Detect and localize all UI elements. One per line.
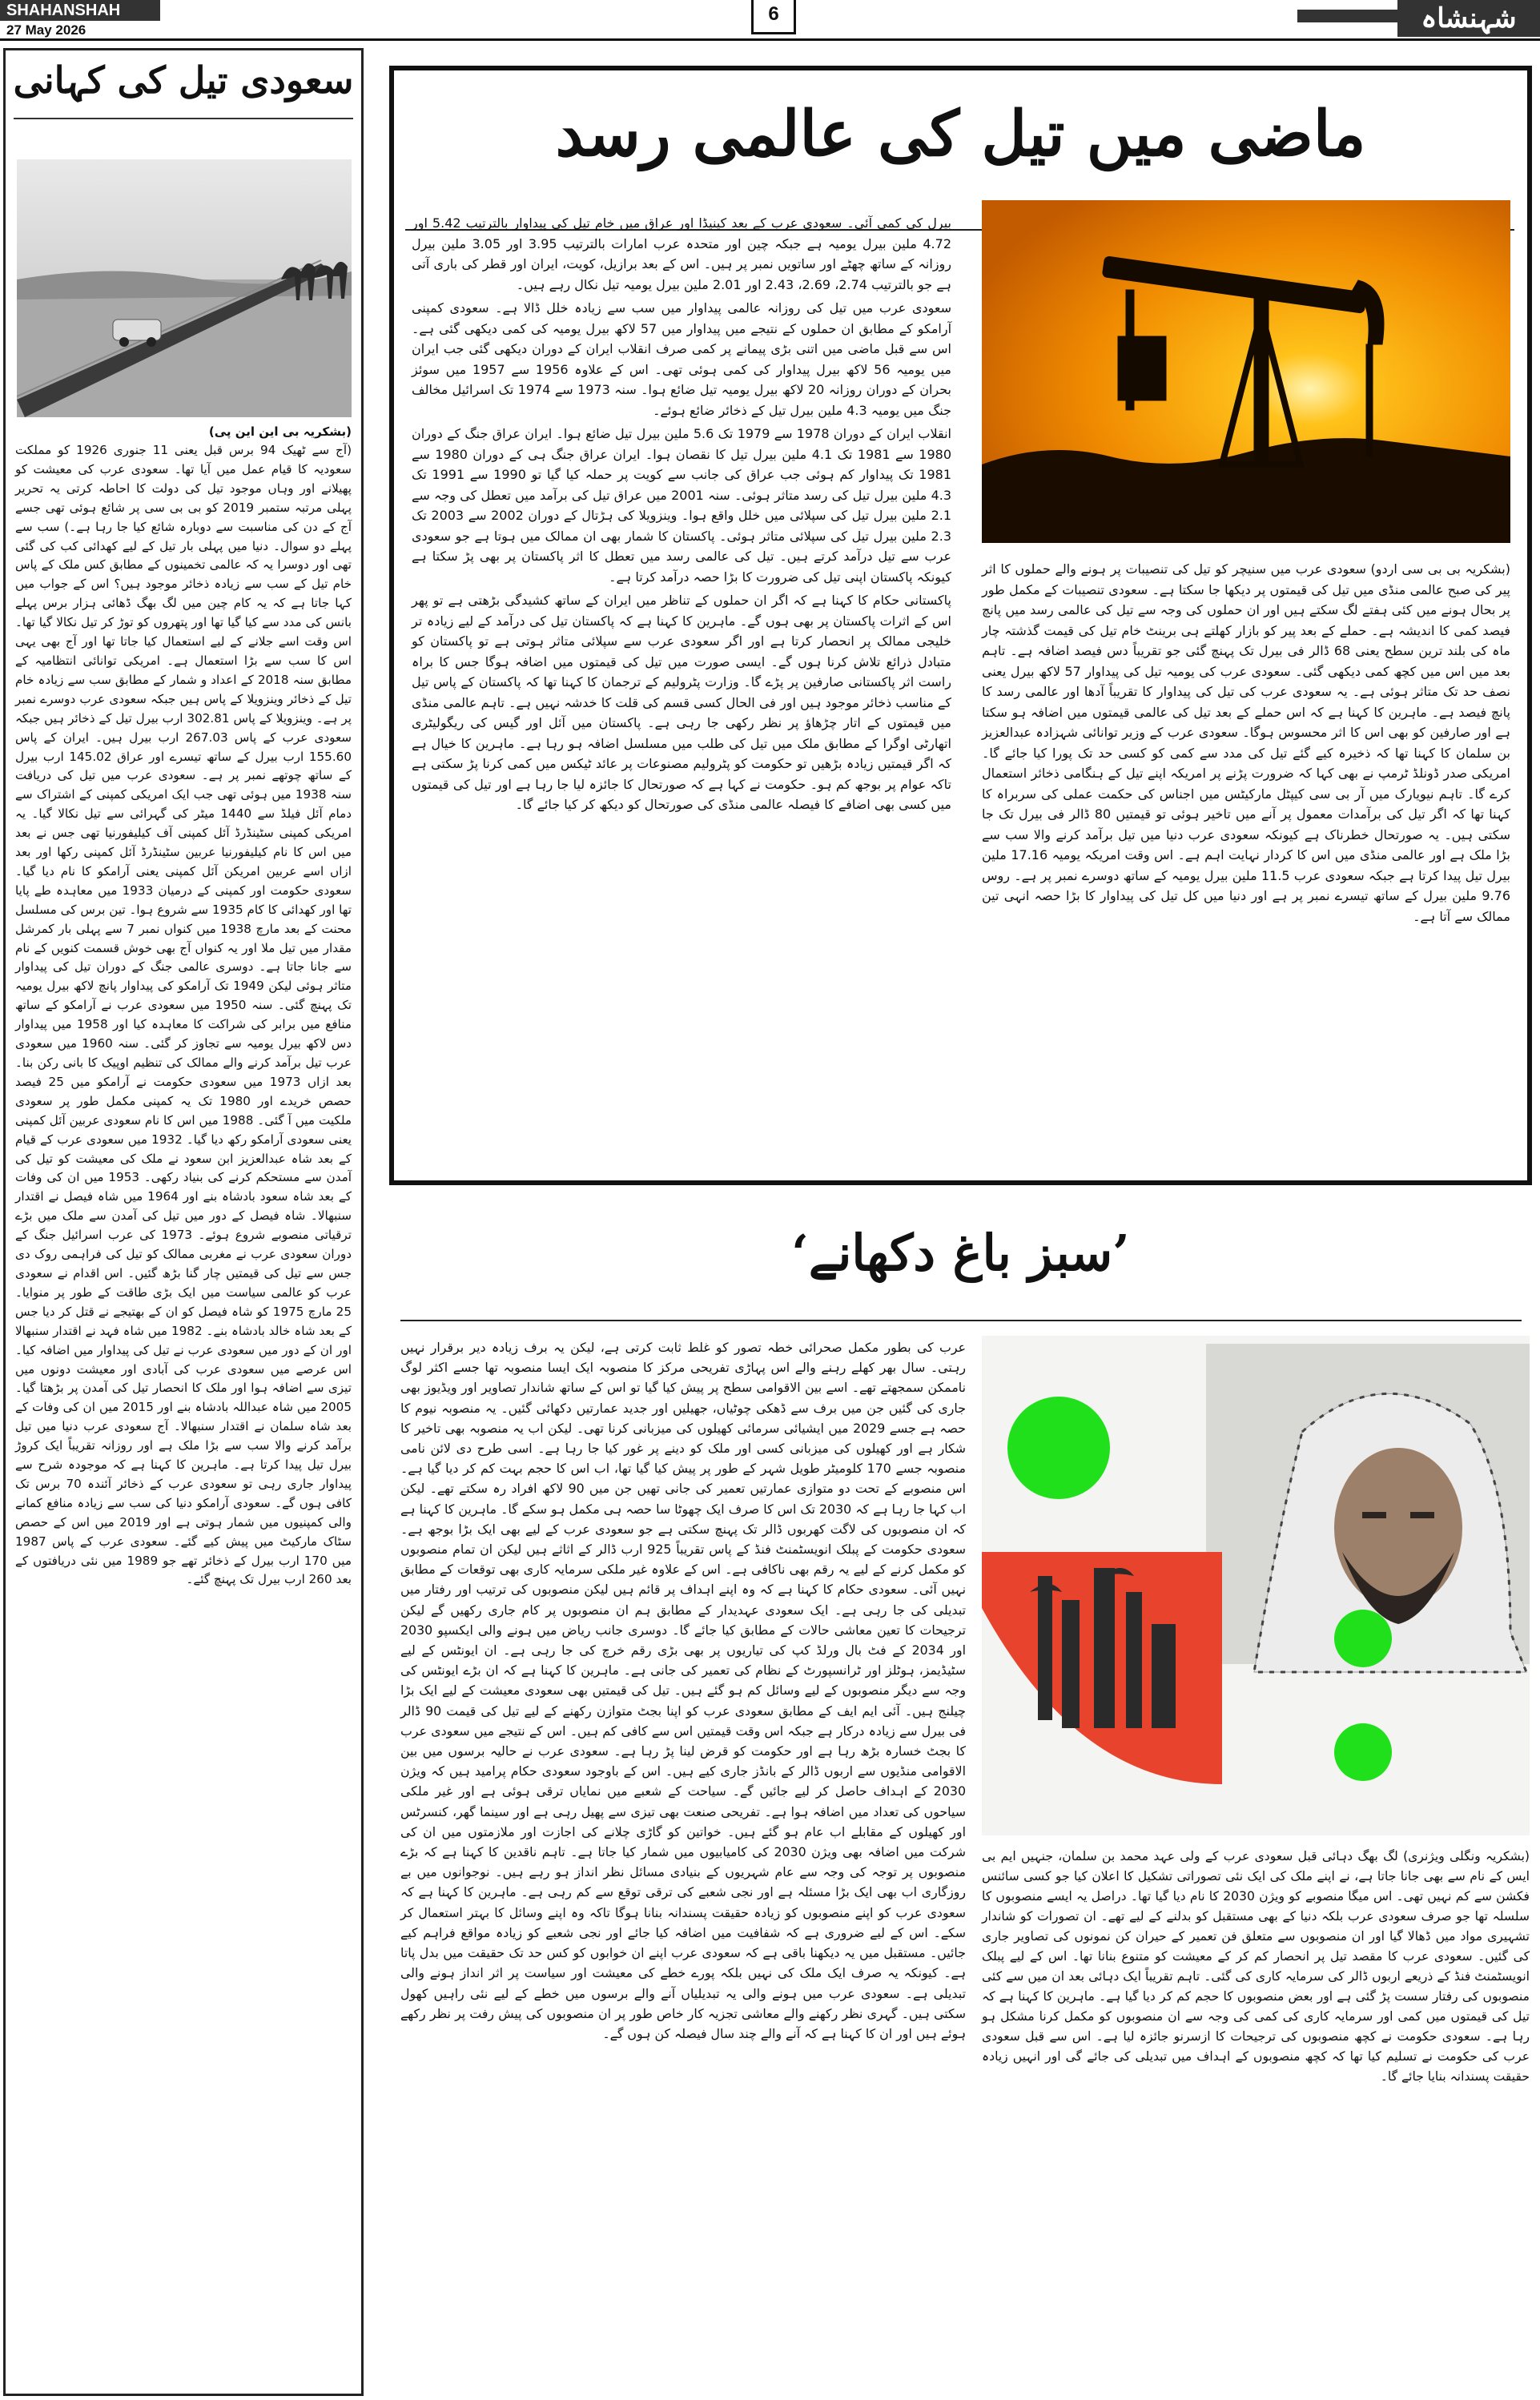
article1-paragraph: بیرل کی کمی آئی۔ سعودی عرب کے بعد کینیڈا اور عراق میں خام تیل کی پیداوار بالترتیب 5.42 اور 4.72 ملین بیرل یومیہ ہے جبکہ چین اور متحدہ عرب امارات بالترتیب 3.95 اور 3.05 ملین بیرل روزانہ کے ساتھ چھٹے اور ساتویں نمبر پر ہیں۔ اس کے بعد برازیل، کویت، ایران اور قطر کی باری آتی ہے جو بالترتیب 2.74، 2.69، 2.43 اور 2.01 ملین بیرل یومیہ تیل نکال رہے ہیں۔	[412, 215, 951, 292]
sidebar-title-rule	[14, 118, 353, 119]
page-number: 6	[751, 0, 796, 34]
article2-title-rule	[400, 1320, 1522, 1321]
masthead-logo: شہنشاہ	[1397, 0, 1540, 37]
newspaper-name-label: SHAHANSHAH	[0, 0, 160, 21]
article1-body	[412, 213, 951, 815]
crown-prince-city-collage-photo	[982, 1336, 1530, 1835]
article1-paragraph: پاکستانی حکام کا کہنا ہے کہ اگر ان حملوں کے تناظر میں ایران کے ساتھ کشیدگی بڑھتی ہے تو پھر اس کے اثرات پاکستان پر بھی ہوں گے۔ ماہرین کا کہنا ہے کہ پاکستان تیل کی درآمد کے لیے زیادہ تر خلیجی ممالک پر انحصار کرتا ہے اور اگر سعودی عرب سے سپلائی متاثر ہوتی ہے تو پاکستان کو متبادل ذرائع تلاش کرنا ہوں گے۔ ایسی صورت میں تیل کی قیمتوں میں اضافہ ہوگا جس کا براہ راست اثر پاکستانی صارفین پر پڑے گا۔ وزارت پٹرولیم کے ترجمان کا کہنا تھا کہ پاکستان کے پاس تیل کے مناسب ذخائر موجود ہیں اور فی الحال کسی قسم کی قلت کا خدشہ نہیں ہے۔ تاہم عالمی منڈی میں قیمتوں کے اتار چڑھاؤ پر نظر رکھی جا رہی ہے۔ پاکستان میں آئل اور گیس کی ریگولیٹری اتھارٹی اوگرا کے مطابق ملک میں تیل کی طلب میں مسلسل اضافہ ہو رہا ہے۔ ماہرین کا خیال ہے کہ اگر قیمتیں زیادہ بڑھیں تو حکومت کو پٹرولیم مصنوعات پر عائد ٹیکس میں کمی کرنا پڑ سکتی ہے تاکہ عوام پر بوجھ کم ہو۔ حکومت نے کہا ہے کہ صورتحال کا جائزہ لیا جا رہا ہے اور تیل کی قیمتوں میں کسی بھی اضافے کا فیصلہ عالمی منڈی کی صورتحال کو دیکھ کر کیا جائے گا۔	[412, 593, 951, 812]
article2-caption: (بشکریہ ونگلی ویژنری) لگ بھگ دہائی قبل سعودی عرب کے ولی عہد محمد بن سلمان، جنہیں ایم بی ایس کے نام سے بھی جانا جاتا ہے، نے اپنے ملک کی ایک نئی تصوراتی تشکیل کا اعلان کیا جو کسی سائنس فکشن سے کم نہیں تھی۔ اس میگا منصوبے کو ویژن 2030 کا نام دیا گیا تھا۔ دراصل یہ ایسے منصوبوں کا سلسلہ تھا جو صرف سعودی عرب بلکہ دنیا کے بھی مستقبل کو بدلنے کے لیے تھے۔ ان تصورات کو شاندار تشہیری مواد میں ڈھالا گیا اور ان منصوبوں سے متعلق فن تعمیر کے حیران کن نمونوں کی تصاویر جاری کی گئیں۔ سعودی عرب کا مقصد تیل پر انحصار کم کر کے معیشت کو متنوع بنانا تھا۔ اس کے لیے پبلک انویسٹمنٹ فنڈ کے ذریعے اربوں ڈالر کی سرمایہ کاری کی گئی۔ تاہم تقریباً ایک دہائی بعد ان میں سے کئی منصوبوں کی رفتار سست پڑ گئی ہے اور بعض منصوبوں کا حجم کم کر دیا گیا ہے۔ ماہرین کا کہنا ہے کہ تیل کی قیمتوں میں کمی اور سرمایہ کاری کی کمی کی وجہ سے ان منصوبوں کو مکمل کرنا مشکل ہو رہا ہے۔ سعودی حکومت نے کچھ منصوبوں کی ترجیحات کا ازسرنو جائزہ لیا ہے۔ اس سے قبل سعودی عرب کی حکومت نے تسلیم کیا تھا کہ کچھ منصوبوں کے اہداف میں تبدیلی کی جائے گی اور انہیں زیادہ حقیقت پسندانہ بنایا جائے گا۔	[982, 1849, 1530, 2084]
article1-paragraph: سعودی عرب میں تیل کی روزانہ عالمی پیداوار میں سب سے زیادہ خلل ڈالا ہے۔ سعودی کمپنی آرامکو کے مطابق ان حملوں کے نتیجے میں پیداوار میں 57 لاکھ بیرل یومیہ کی کمی دیکھی گئی ہے۔ اس سے قبل ماضی میں اتنی بڑی پیمانے پر کمی صرف انقلاب ایران کے دوران دیکھی گئی جب ایران میں یومیہ 56 لاکھ بیرل پیداوار کی کمی ہوئی تھی۔ اس کے علاوہ 1956 سے 1957 میں سوئز بحران کے دوران روزانہ 20 لاکھ بیرل یومیہ تیل ضائع ہوا۔ سنہ 1973 سے 1974 تک اسرائیل مخالف جنگ میں یومیہ 4.3 ملین بیرل تیل کے ذخائر ضائع ہوئے۔	[412, 300, 952, 418]
article1-title: ماضی میں تیل کی عالمی رسد	[555, 98, 1366, 171]
issue-date: 27 May 2026	[6, 22, 86, 38]
oil-pumpjack-sunset-photo	[982, 200, 1510, 543]
header-rule	[0, 38, 1540, 41]
article1-paragraph: انقلاب ایران کے دوران 1978 سے 1979 تک 5.6 ملین بیرل تیل ضائع ہوا۔ ایران عراق جنگ کے دوران 1980 سے 1981 تک 4.1 ملین بیرل تیل کا نقصان ہوا۔ ایران عراق جنگ ہی کے دوران 1980 سے 1981 تک پیداوار کم ہوئی جب عراق کی جانب سے کویت پر حملہ کیا گیا تو 1990 سے 1991 تک 4.3 ملین بیرل تیل کی رسد متاثر ہوئی۔ سنہ 2001 میں عراق تیل کی برآمد میں تعطل کی وجہ سے 2.1 ملین بیرل تیل کی سپلائی میں خلل واقع ہوا۔ وینزویلا کی ہڑتال کے دوران 2002 سے 2003 تک 2.3 ملین بیرل تیل کی سپلائی متاثر ہوئی۔ پاکستان کا شمار بھی ان ممالک میں ہوتا ہے جو سعودی عرب سے تیل درآمد کرتے ہیں۔ تیل کی عالمی رسد میں تعطل کا اثر پاکستان پر بھی پڑ سکتا ہے کیونکہ پاکستان اپنی تیل کی ضرورت کا بڑا حصہ درآمد کرتا ہے۔	[412, 426, 952, 585]
article-oil-supply-box	[389, 66, 1532, 1185]
sidebar-body: (آج سے ٹھیک 94 برس قبل یعنی 11 جنوری 1926 کو مملکت سعودیہ کا قیام عمل میں آیا تھا۔ سعودی عرب کی معیشت کو پھیلانے اور وہاں موجود تیل کی دولت کا احاطہ کرتی یہ تحریر پہلی مرتبہ ستمبر 2019 کو بی بی سی پر شائع ہوئی تھی جسے آج کے دن کی مناسبت سے دوبارہ شائع کیا جا رہا ہے۔) سب سے پہلے دو سوال۔ دنیا میں پہلی بار تیل کے لیے کھدائی کب کی گئی تھی اور دوسرا یہ کہ عالمی تخمینوں کے مطابق کس ملک کے پاس خام تیل کے سب سے زیادہ ذخائر موجود ہیں؟ اس کے جواب میں کہا جاتا ہے کہ یہ کام چین میں لگ بھگ ڈھائی ہزار برس پہلے بانس کی مدد سے کیا گیا تھا اور پتھروں کو توڑ کر تیل نکالا گیا تھا۔ اس وقت اسے جلانے کے لیے استعمال کیا جاتا تھا اور آج بھی یہی اس کا سب سے بڑا استعمال ہے۔ امریکی توانائی انتظامیہ کے مطابق سنہ 2018 کے اعداد و شمار کے مطابق سب سے زیادہ خام تیل کے ذخائر وینزویلا کے پاس ہیں جبکہ سعودی عرب دوسرے نمبر پر ہے۔ وینزویلا کے پاس 302.81 ارب بیرل تیل کے ذخائر ہیں جبکہ سعودی عرب کے پاس 267.03 ارب بیرل ہیں۔ ایران کے پاس 155.60 ارب بیرل کے ساتھ تیسرے اور عراق 145.02 ارب بیرل کے ساتھ چوتھے نمبر پر ہے۔ سعودی عرب میں تیل کی دریافت سنہ 1938 میں ہوئی تھی جب ایک امریکی کمپنی کے اشتراک سے دمام آئل فیلڈ سے 1440 میٹر کی گہرائی سے تیل نکالا گیا۔ یہ امریکی کمپنی سٹینڈرڈ آئل کمپنی آف کیلیفورنیا تھی جس نے بعد میں اس کا نام کیلیفورنیا عربین سٹینڈرڈ آئل کمپنی رکھا اور بعد ازاں اسے عربین امریکن آئل کمپنی یعنی آرامکو کا نام دیا گیا۔ سعودی حکومت اور کمپنی کے درمیان 1933 میں معاہدہ طے پایا تھا اور کھدائی کا کام 1935 سے شروع ہوا۔ تین برس کی مسلسل محنت کے بعد مارچ 1938 میں کنواں نمبر 7 سے پہلی بار کمرشل مقدار میں تیل ملا اور یہ کنواں آج بھی خوش قسمت کنویں کے نام سے جانا جاتا ہے۔ دوسری عالمی جنگ کے دوران تیل کی پیداوار متاثر ہوئی لیکن 1949 تک آرامکو کی پیداوار پانچ لاکھ بیرل یومیہ تک پہنچ گئی۔ سنہ 1950 میں سعودی عرب نے آرامکو کے ساتھ منافع میں برابر کی شراکت کا معاہدہ کیا اور 1958 میں پیداوار دس لاکھ بیرل یومیہ سے تجاوز کر گئی۔ سنہ 1960 میں سعودی عرب تیل برآمد کرنے والے ممالک کی تنظیم اوپیک کا بانی رکن بنا۔ بعد ازاں 1973 میں سعودی حکومت نے آرامکو میں 25 فیصد حصص خریدے اور 1980 تک یہ کمپنی مکمل طور پر سعودی ملکیت میں آ گئی۔ 1988 میں اس کا نام سعودی عربین آئل کمپنی یعنی سعودی آرامکو رکھ دیا گیا۔ 1932 میں سعودی عرب کے قیام کے بعد شاہ عبدالعزیز ابن سعود نے ملک کی معیشت کو تیل کی آمدن سے مستحکم کرنے کی بنیاد رکھی۔ 1953 میں ان کی وفات کے بعد شاہ سعود بادشاہ بنے اور 1964 میں شاہ فیصل نے اقتدار سنبھالا۔ شاہ فیصل کے دور میں تیل کی آمدن سے ملک میں بڑے ترقیاتی منصوبے شروع ہوئے۔ 1973 کی عرب اسرائیل جنگ کے دوران سعودی عرب نے مغربی ممالک کو تیل کی فراہمی روک دی جس سے تیل کی قیمتیں چار گنا بڑھ گئیں۔ اس اقدام نے سعودی عرب کو عالمی سیاست میں ایک بڑی طاقت کے طور پر منوایا۔ 25 مارچ 1975 کو شاہ فیصل کو ان کے بھتیجے نے قتل کر دیا جس کے بعد شاہ خالد بادشاہ بنے۔ 1982 میں شاہ فہد نے اقتدار سنبھالا اور ان کے دور میں سعودی عرب نے تیل کی پیداوار میں اضافہ کیا۔ اس عرصے میں سعودی عرب کی آبادی اور معیشت دونوں میں تیزی سے اضافہ ہوا اور ملک کا انحصار تیل کی آمدن پر بڑھتا گیا۔ 2005 میں شاہ عبداللہ بادشاہ بنے اور 2015 میں ان کی وفات کے بعد شاہ سلمان نے اقتدار سنبھالا۔ آج سعودی عرب دنیا میں تیل برآمد کرنے والا سب سے بڑا ملک ہے اور روزانہ تقریباً ایک کروڑ بیرل تیل پیدا کرتا ہے۔ ماہرین کا کہنا ہے کہ موجودہ شرح سے پیداوار جاری رہی تو سعودی عرب کے ذخائر آئندہ 70 برس تک کافی ہوں گے۔ سعودی آرامکو دنیا کی سب سے زیادہ منافع کمانے والی کمپنیوں میں شمار ہوتی ہے اور 2019 میں اس کے حصص سٹاک مارکیٹ میں پیش کیے گئے۔ سعودی عرب کے پاس 1987 میں 170 ارب بیرل کے ذخائر تھے جو 1989 میں نئی دریافتوں کے بعد 260 ارب بیرل تک پہنچ گئے۔	[15, 443, 352, 1587]
article2-title: ’سبز باغ دکھانے‘	[791, 1224, 1130, 1282]
pipeline-camels-photo	[17, 159, 352, 417]
sidebar-article	[3, 48, 364, 2396]
header-bar	[1297, 10, 1397, 22]
article1-caption: (بشکریہ بی بی سی اردو) سعودی عرب میں سنیچر کو تیل کی تنصیبات پر ہونے والے حملوں کا اثر پیر کی صبح عالمی منڈی میں تیل کی قیمتوں پر دیکھا جا سکتا ہے۔ سعودی تنصیبات کے مکمل طور پر بحال ہونے میں کئی ہفتے لگ سکتے ہیں اور ان حملوں کی وجہ سے تیل کی عالمی رسد میں پانچ فیصد کمی کا اندیشہ ہے۔ حملے کے بعد پیر کو بازار کھلتے ہی برینٹ خام تیل کی قیمت گذشتہ چار ماہ کی بلند ترین سطح یعنی 68 ڈالر فی بیرل تک پہنچ گئی جو تقریباً دس فیصد اضافہ ہے۔ تاہم بعد میں اس میں کچھ کمی دیکھی گئی۔ سعودی عرب کی یومیہ تیل کی پیداوار 57 لاکھ بیرل یعنی نصف حد تک متاثر ہوئی ہے۔ یہ سعودی عرب کی تیل کی پیداوار کا تقریباً آدھا اور عالمی رسد کا پانچ فیصد ہے۔ ماہرین کا کہنا ہے کہ اس حملے کے بعد تیل کی عالمی قیمتوں میں اضافہ ہو سکتا ہے اور صارفین کو بھی اس کا اثر محسوس ہوگا۔ سعودی عرب کے وزیر توانائی شہزادہ عبدالعزیز بن سلمان کا کہنا تھا کہ ذخیرہ کیے گئے تیل کی مدد سے کمی کو کسی حد تک پورا کیا جائے گا۔ امریکی صدر ڈونلڈ ٹرمپ نے بھی کہا کہ ضرورت پڑنے پر امریکہ اپنے تیل کے ہنگامی ذخائر استعمال کرے گا۔ تاہم نیویارک میں آر بی سی کیپٹل مارکیٹس میں اجناس کی حکمت عملی کی سربراہ کا کہنا تھا کہ اگر تیل کی برآمدات معمول پر آنے میں تاخیر ہوئی تو قیمتیں 80 ڈالر فی بیرل تک جا سکتی ہیں۔ یہ صورتحال خطرناک ہے کیونکہ سعودی عرب دنیا میں تیل برآمد کرنے والا سب سے بڑا ملک ہے اور عالمی منڈی میں اس کا کردار نہایت اہم ہے۔ اس وقت امریکہ یومیہ 17.16 ملین بیرل تیل پیدا کرتا ہے جبکہ سعودی عرب 11.5 ملین بیرل یومیہ کے ساتھ دوسرے نمبر پر ہے۔ روس 9.76 ملین بیرل کے ساتھ تیسرے نمبر پر ہے اور دنیا میں کل تیل کی پیداوار کا بڑا حصہ انہی تین ممالک سے آتا ہے۔	[982, 561, 1511, 924]
sidebar-caption: (بشکریہ بی این این پی)	[208, 424, 352, 439]
article2-body: عرب کی بطور مکمل صحرائی خطہ تصور کو غلط ثابت کرتی ہے، لیکن یہ برف زیادہ دیر برقرار نہیں رہتی۔ سال بھر کھلے رہنے والے اس پہاڑی تفریحی مرکز کا منصوبہ ایک ایسا منصوبہ تھا جسے اکثر لوگ ناممکن سمجھتے تھے۔ اسے بین الاقوامی سطح پر پیش کیا گیا تو اس کے ساتھ شاندار تصاویر اور ویڈیوز بھی جاری کی گئیں جن میں برف سے ڈھکی چوٹیاں، جھیلیں اور جدید عمارتیں دکھائی گئیں۔ یہ منصوبہ نیوم کا حصہ ہے جسے 2029 میں ایشیائی سرمائی کھیلوں کی میزبانی کرنا تھی۔ لیکن اب یہ منصوبہ بھی تاخیر کا شکار ہے اور کھیلوں کی میزبانی کسی اور ملک کو دینے پر غور کیا جا رہا ہے۔ اسی طرح دی لائن نامی منصوبہ جسے 170 کلومیٹر طویل شہر کے طور پر پیش کیا گیا تھا، اب اس کا حجم بہت کم کر دیا گیا ہے۔ اس منصوبے کے تحت دو متوازی عمارتیں تعمیر کی جانی تھیں جن میں 90 لاکھ افراد رہ سکتے تھے۔ لیکن اب کہا جا رہا ہے کہ 2030 تک اس کا صرف ایک چھوٹا سا حصہ ہی مکمل ہو سکے گا۔ ماہرین کا کہنا ہے کہ ان منصوبوں کی لاگت کھربوں ڈالر تک پہنچ سکتی ہے جو سعودی عرب کے لیے بھی ایک بڑا بوجھ ہے۔ سعودی حکومت کے پبلک انویسٹمنٹ فنڈ کے پاس تقریباً 925 ارب ڈالر کے اثاثے ہیں لیکن ان تمام منصوبوں کو مکمل کرنے کے لیے یہ رقم بھی ناکافی ہے۔ اس کے علاوہ غیر ملکی سرمایہ کاری بھی توقعات کے مطابق نہیں آئی۔ سعودی حکام کا کہنا ہے کہ وہ اپنے اہداف پر قائم ہیں لیکن منصوبوں کی ترتیب اور رفتار میں تبدیلی کی جا رہی ہے۔ ایک سعودی عہدیدار کے مطابق ہم ان منصوبوں پر کام جاری رکھیں گے لیکن ترجیحات کا تعین معاشی حالات کے مطابق کیا جائے گا۔ دوسری جانب ریاض میں ہونے والی ایکسپو 2030 اور 2034 کے فٹ بال ورلڈ کپ کی تیاریوں پر بھی بڑی رقم خرچ کی جا رہی ہے۔ ان ایونٹس کے لیے سٹیڈیمز، ہوٹلز اور ٹرانسپورٹ کے نظام کی تعمیر کی جانی ہے۔ ماہرین کا کہنا ہے کہ ان بڑے ایونٹس کی وجہ سے دیگر منصوبوں کے لیے وسائل کم ہو گئے ہیں۔ تیل کی قیمتیں بھی سعودی معیشت کے لیے ایک بڑا چیلنج ہیں۔ آئی ایم ایف کے مطابق سعودی عرب کو اپنا بجٹ متوازن رکھنے کے لیے تیل کی قیمت 90 ڈالر فی بیرل سے زیادہ درکار ہے جبکہ اس وقت قیمتیں اس سے کافی کم ہیں۔ اس کے نتیجے میں سعودی عرب کا بجٹ خسارہ بڑھ رہا ہے اور حکومت کو قرض لینا پڑ رہا ہے۔ سعودی عرب نے حالیہ برسوں میں بین الاقوامی منڈیوں سے اربوں ڈالر کے بانڈز جاری کیے ہیں۔ اس کے باوجود سعودی حکام پرامید ہیں کہ ویژن 2030 کے اہداف حاصل کر لیے جائیں گے۔ سیاحت کے شعبے میں نمایاں ترقی ہوئی ہے اور غیر ملکی سیاحوں کی تعداد میں اضافہ ہوا ہے۔ تفریحی صنعت بھی تیزی سے پھیل رہی ہے اور سینما گھر، کنسرٹس اور کھیلوں کے مقابلے اب عام ہو گئے ہیں۔ خواتین کو گاڑی چلانے کی اجازت اور ملازمتوں میں ان کی شرکت میں اضافہ بھی ویژن 2030 کی کامیابیوں میں شمار کیا جاتا ہے۔ تاہم ناقدین کا کہنا ہے کہ بڑے منصوبوں پر توجہ کی وجہ سے عام شہریوں کے بنیادی مسائل نظر انداز ہو رہے ہیں۔ نوجوانوں میں بے روزگاری اب بھی ایک بڑا مسئلہ ہے اور نجی شعبے کی ترقی توقع سے کم رہی ہے۔ ماہرین کا کہنا ہے کہ سعودی عرب کو اپنے منصوبوں کو زیادہ حقیقت پسندانہ بنانا ہوگا تاکہ وہ اپنے وسائل کا بہتر استعمال کر سکے۔ اس کے لیے ضروری ہے کہ شفافیت میں اضافہ کیا جائے اور نجی شعبے کو زیادہ مواقع فراہم کیے جائیں۔ مستقبل میں یہ دیکھنا باقی ہے کہ سعودی عرب اپنے ان خوابوں کو کس حد تک حقیقت میں بدل پاتا ہے۔ کیونکہ یہ صرف ایک ملک کی نہیں بلکہ پورے خطے کی معیشت اور سیاست پر اثر انداز ہونے والی تبدیلی ہے۔ سعودی عرب میں ہونے والی یہ تبدیلیاں آنے والے برسوں میں خطے کے لیے نئی راہیں کھول سکتی ہیں۔ گہری نظر رکھنے والے معاشی تجزیہ کار خاص طور پر ان منصوبوں کی پیش رفت پر نظر رکھے ہوئے ہیں اور ان کا کہنا ہے کہ آنے والے چند سال فیصلہ کن ہوں گے۔	[400, 1340, 967, 2041]
sidebar-title: سعودی تیل کی کہانی	[13, 58, 354, 102]
